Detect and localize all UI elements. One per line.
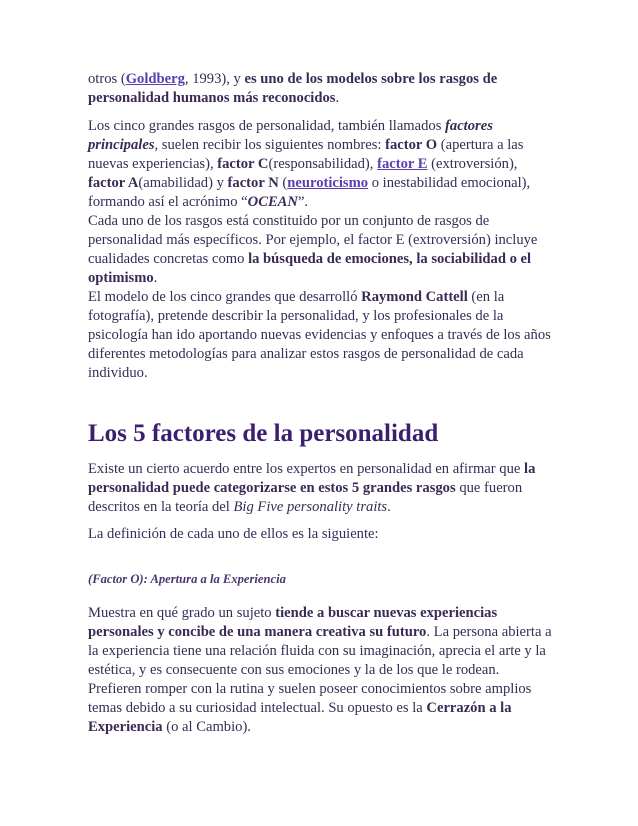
raymond-cattell-name: Raymond Cattell: [361, 289, 468, 305]
factor-n-label: factor N: [227, 175, 279, 191]
text: que fueron descritos en la teoría del: [88, 480, 523, 515]
text: (responsabilidad),: [268, 156, 378, 172]
bold-text: la personalidad puede categorizarse en estos 5 grandes rasgos: [88, 461, 536, 496]
factor-a-label: factor A: [88, 175, 139, 191]
factor-c-label: factor C: [217, 156, 269, 172]
text: o inestabilidad emocional), formando así el acrónimo “: [88, 175, 531, 210]
text: Existe un cierto acuerdo entre los expertos en personalidad en afirmar que: [88, 461, 525, 477]
paragraph-big-five-names: [88, 117, 554, 212]
text: Cada uno de los rasgos está constituido por un conjunto de rasgos de personalidad más específicos. Por ejemplo, el factor E (extroversión) incluye cualidades concretas como: [88, 213, 538, 267]
goldberg-link[interactable]: Goldberg: [125, 71, 185, 87]
text: .: [387, 499, 391, 515]
text: otros (: [88, 71, 126, 87]
text: (apertura a las nuevas experiencias),: [88, 137, 524, 172]
factor-o-label: factor O: [385, 137, 438, 153]
text: . La persona abierta a la experiencia tiene una relación fluida con su imaginación, aprecia el arte y la estética, y es consecuente con sus emociones y la de los que le rodean. Prefieren romper con la rutina y suelen poseer conocimientos sobre amplios temas debido a su curiosidad intelectual. Su opuesto es la: [88, 624, 552, 716]
bold-text: tiende a buscar nuevas experiencias personales y concibe de una manera creativa su futuro: [88, 605, 498, 640]
text: El modelo de los cinco grandes que desarrolló: [88, 289, 362, 305]
text: .: [153, 270, 158, 286]
text: , 1993), y: [184, 71, 245, 87]
section-heading: Los 5 factores de la personalidad: [88, 420, 439, 447]
text: Muestra en qué grado un sujeto: [88, 605, 276, 621]
factor-o-subheading: (Factor O): Apertura a la Experiencia: [88, 572, 286, 586]
paragraph-cattell: [88, 288, 554, 383]
paragraph-factor-e-example: [88, 212, 554, 288]
bold-text: la búsqueda de emociones, la sociabilidad o el optimismo: [88, 251, 532, 286]
text: (en la fotografía), pretende describir la personalidad, y los profesionales de la psicología han ido aportando nuevas evidencias y enfoques a través de los años diferentes metodologías para analizar estos rasgos de personalidad de cada individuo.: [88, 289, 551, 381]
paragraph-agreement: [88, 460, 554, 517]
text: (extroversión),: [427, 156, 518, 172]
paragraph-openness: [88, 604, 554, 737]
big-five-title: Big Five personality traits: [233, 499, 388, 515]
text: (o al Cambio).: [162, 719, 251, 735]
text: (amabilidad) y: [138, 175, 228, 191]
text: ”.: [297, 194, 309, 210]
ocean-acronym: OCEAN: [247, 194, 298, 210]
bold-italic-text: factores principales: [88, 118, 493, 153]
neuroticismo-link[interactable]: neuroticismo: [287, 175, 369, 191]
factor-e-link[interactable]: factor E: [377, 156, 428, 172]
paragraph-definition-intro: La definición de cada uno de ellos es la siguiente:: [88, 526, 379, 542]
bold-text: es uno de los modelos sobre los rasgos de personalidad humanos más reconocidos: [88, 71, 498, 106]
text: .: [335, 90, 340, 106]
text: Los cinco grandes rasgos de personalidad, también llamados: [88, 118, 446, 134]
paragraph-goldberg: [88, 70, 554, 108]
text: , suelen recibir los siguientes nombres:: [154, 137, 386, 153]
cerrazon-term: Cerrazón a la Experiencia: [88, 700, 512, 735]
text: (: [278, 175, 288, 191]
